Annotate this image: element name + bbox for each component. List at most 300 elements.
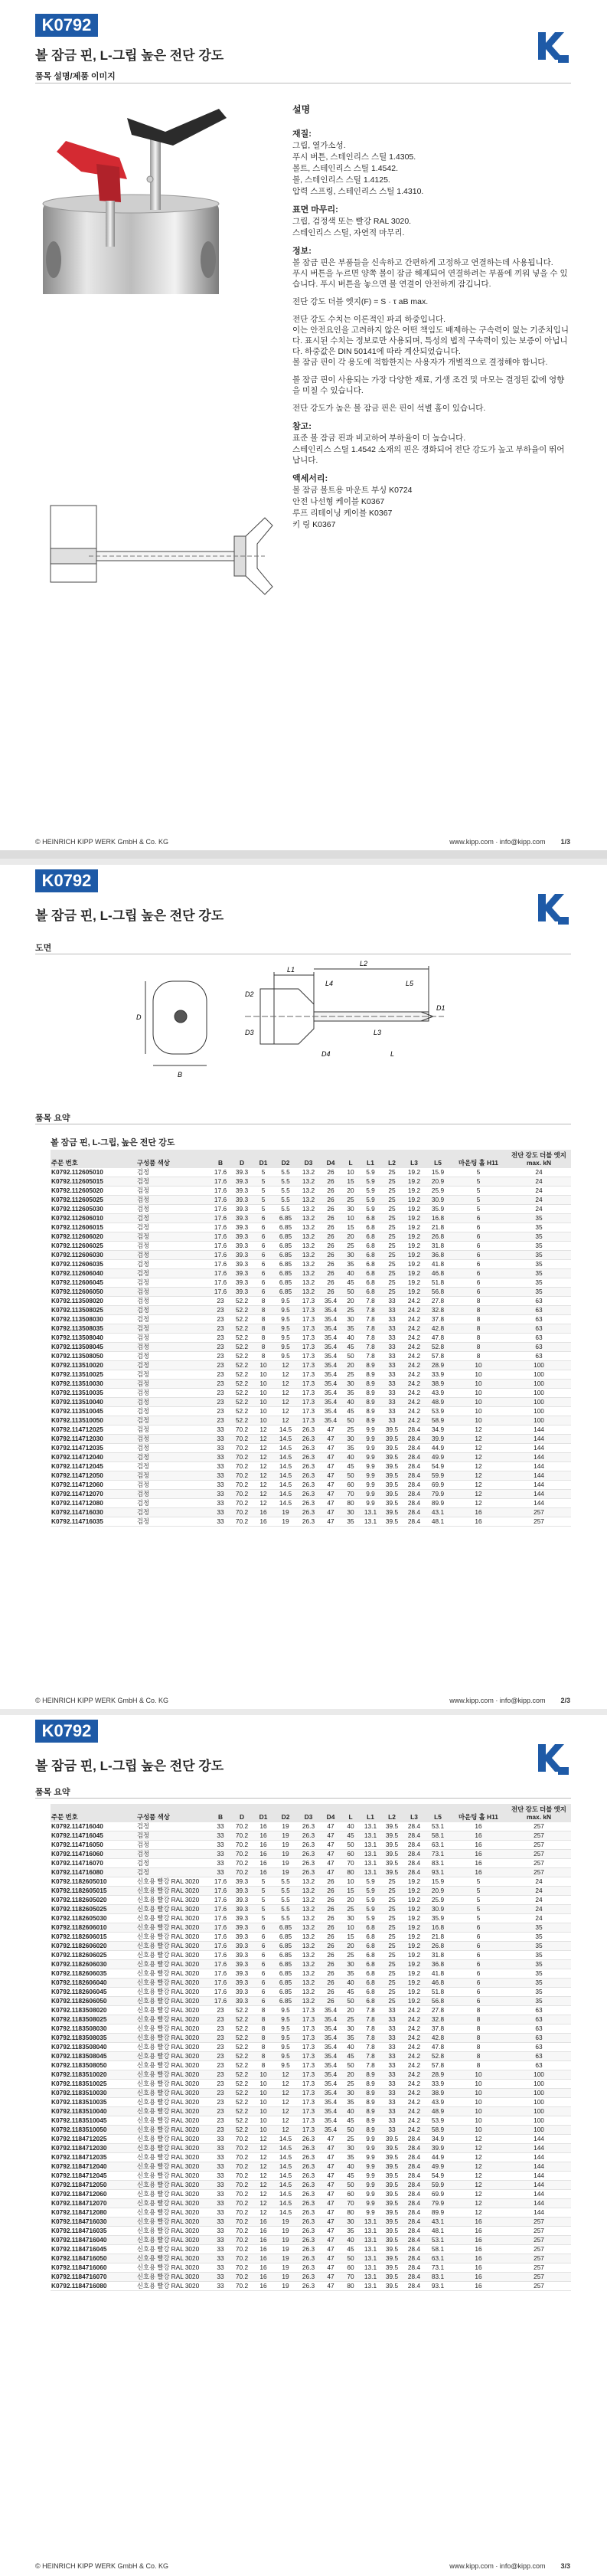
column-header: L2 bbox=[381, 1804, 403, 1822]
table-row bbox=[51, 2208, 571, 2218]
table-cell: 100 bbox=[507, 1380, 571, 1389]
table-cell: 8 bbox=[450, 2034, 507, 2043]
table-row bbox=[51, 1416, 571, 1425]
table-cell: 26 bbox=[320, 1214, 341, 1223]
footer-web[interactable]: www.kipp.com · info@kipp.com bbox=[449, 2562, 546, 2570]
page-number: 2/3 bbox=[560, 1697, 570, 1704]
table-cell: 26 bbox=[320, 1177, 341, 1187]
table-cell: 39.5 bbox=[381, 2199, 403, 2208]
table-cell: 51.8 bbox=[426, 1988, 450, 1997]
table-cell: 신호용 빨강 RAL 3020 bbox=[136, 2208, 210, 2218]
table-cell: 5.5 bbox=[274, 1177, 297, 1187]
table-cell: 70.2 bbox=[231, 2263, 253, 2273]
table-row bbox=[51, 1269, 571, 1278]
table-cell: 70.2 bbox=[231, 2236, 253, 2245]
material-heading: 재질: bbox=[292, 129, 312, 139]
table-cell: 257 bbox=[507, 2218, 571, 2227]
product-photo bbox=[35, 87, 280, 294]
table-cell: 5.9 bbox=[360, 1896, 381, 1905]
table-cell: 8 bbox=[253, 2034, 274, 2043]
column-header: D bbox=[231, 1804, 253, 1822]
table-cell: 50 bbox=[341, 1471, 360, 1481]
page-title: 볼 잠금 핀, L-그립 높은 전단 강도 bbox=[35, 48, 224, 63]
table-row bbox=[51, 2263, 571, 2273]
table-cell: 6.8 bbox=[360, 1988, 381, 1997]
table-cell: 70.2 bbox=[231, 2282, 253, 2291]
table-cell: 100 bbox=[507, 2089, 571, 2098]
table-cell: 54.9 bbox=[426, 1462, 450, 1471]
table-cell: 검정 bbox=[136, 1343, 210, 1352]
table-cell: 10 bbox=[450, 1416, 507, 1425]
table-cell: 10 bbox=[450, 2089, 507, 2098]
table-cell: 검정 bbox=[136, 1822, 210, 1831]
table-cell: 9.9 bbox=[360, 2144, 381, 2153]
table-cell: 33 bbox=[381, 2107, 403, 2116]
table-cell: 35 bbox=[507, 1251, 571, 1260]
table-row bbox=[51, 1177, 571, 1187]
order-number-cell: K0792.1184712030 bbox=[51, 2144, 136, 2153]
table-cell: 13.2 bbox=[297, 1896, 320, 1905]
table-cell: 17.6 bbox=[210, 1951, 231, 1960]
table-cell: 39.5 bbox=[381, 2263, 403, 2273]
table-cell: 40 bbox=[341, 1453, 360, 1462]
table-cell: 33 bbox=[381, 2006, 403, 2015]
table-cell: 12 bbox=[274, 2107, 297, 2116]
table-header bbox=[51, 1804, 571, 1822]
table-cell: 33 bbox=[381, 2080, 403, 2089]
table-cell: 8 bbox=[253, 2006, 274, 2015]
table-cell: 63 bbox=[507, 1324, 571, 1334]
table-cell: 45 bbox=[341, 1343, 360, 1352]
table-cell: 8 bbox=[450, 1352, 507, 1361]
table-cell: 35 bbox=[341, 2153, 360, 2162]
table-row bbox=[51, 1187, 571, 1196]
table-cell: 70.2 bbox=[231, 1841, 253, 1850]
table-cell: 100 bbox=[507, 2107, 571, 2116]
table-cell: 26.3 bbox=[297, 1435, 320, 1444]
table-cell: 63.1 bbox=[426, 2254, 450, 2263]
table-cell: 26.3 bbox=[297, 2208, 320, 2218]
table-cell: 10 bbox=[450, 1407, 507, 1416]
column-header: L3 bbox=[403, 1150, 426, 1168]
table-cell: 6.8 bbox=[360, 1242, 381, 1251]
table-cell: 10 bbox=[253, 1416, 274, 1425]
table-cell: 80 bbox=[341, 2208, 360, 2218]
table-cell: 63 bbox=[507, 1306, 571, 1315]
table-cell: 19 bbox=[274, 1841, 297, 1850]
table-cell: 6 bbox=[253, 1988, 274, 1997]
table-cell: 16 bbox=[450, 1868, 507, 1877]
table-cell: 신호용 빨강 RAL 3020 bbox=[136, 2070, 210, 2080]
table-cell: 35.4 bbox=[320, 2080, 341, 2089]
table-cell: 33 bbox=[381, 1306, 403, 1315]
table-cell: 13.2 bbox=[297, 1960, 320, 1969]
table-cell: 23 bbox=[210, 1352, 231, 1361]
table-cell: 39.3 bbox=[231, 1997, 253, 2006]
table-cell: 6 bbox=[253, 1933, 274, 1942]
table-cell: 35 bbox=[507, 1933, 571, 1942]
table-cell: 신호용 빨강 RAL 3020 bbox=[136, 2236, 210, 2245]
table-cell: 47 bbox=[320, 2172, 341, 2181]
table-cell: 8 bbox=[450, 2052, 507, 2061]
table-cell: 17.6 bbox=[210, 1177, 231, 1187]
table-cell: 신호용 빨강 RAL 3020 bbox=[136, 2034, 210, 2043]
summary-heading: 품목 요약 bbox=[35, 1114, 70, 1123]
table-cell: 17.6 bbox=[210, 1914, 231, 1923]
table-cell: 12 bbox=[253, 1425, 274, 1435]
table-cell: 신호용 빨강 RAL 3020 bbox=[136, 2116, 210, 2126]
table-cell: 17.6 bbox=[210, 1214, 231, 1223]
table-cell: 19.2 bbox=[403, 1177, 426, 1187]
table-cell: 33 bbox=[381, 2043, 403, 2052]
table-cell: 13.2 bbox=[297, 1969, 320, 1979]
table-cell: 69.9 bbox=[426, 2190, 450, 2199]
table-cell: 9.9 bbox=[360, 1453, 381, 1462]
table-cell: 24.2 bbox=[403, 2043, 426, 2052]
table-cell: 16.8 bbox=[426, 1923, 450, 1933]
table-cell: 47 bbox=[320, 2208, 341, 2218]
table-cell: 8 bbox=[253, 1306, 274, 1315]
table-cell: 17.6 bbox=[210, 1877, 231, 1887]
table-cell: 19 bbox=[274, 2254, 297, 2263]
table-cell: 144 bbox=[507, 2208, 571, 2218]
table-cell: 24.2 bbox=[403, 1361, 426, 1370]
table-cell: 13.2 bbox=[297, 1196, 320, 1205]
accessory-line: 안전 나선형 케이블 K0367 bbox=[292, 497, 385, 506]
table-cell: 23 bbox=[210, 1324, 231, 1334]
table-cell: 47 bbox=[320, 1499, 341, 1508]
table-cell: 40 bbox=[341, 2162, 360, 2172]
table-cell: 검정 bbox=[136, 1850, 210, 1859]
table-cell: 63 bbox=[507, 1297, 571, 1306]
table-cell: 144 bbox=[507, 2153, 571, 2162]
table-cell: 9.5 bbox=[274, 1343, 297, 1352]
table-cell: 28.4 bbox=[403, 2144, 426, 2153]
table-cell: 26 bbox=[320, 1187, 341, 1196]
table-cell: 13.2 bbox=[297, 1205, 320, 1214]
table-cell: 39.3 bbox=[231, 1877, 253, 1887]
table-cell: 39.5 bbox=[381, 1499, 403, 1508]
table-cell: 35 bbox=[341, 1324, 360, 1334]
table-cell: 신호용 빨강 RAL 3020 bbox=[136, 1988, 210, 1997]
table-cell: 26 bbox=[320, 1960, 341, 1969]
table-cell: 50 bbox=[341, 1997, 360, 2006]
table-cell: 23 bbox=[210, 2015, 231, 2024]
table-cell: 12 bbox=[450, 1425, 507, 1435]
table-cell: 47 bbox=[320, 2135, 341, 2144]
table-cell: 20.9 bbox=[426, 1177, 450, 1187]
table-cell: 26 bbox=[320, 1942, 341, 1951]
order-number-cell: K0792.1183510035 bbox=[51, 2098, 136, 2107]
table-cell: 47 bbox=[320, 1453, 341, 1462]
table-cell: 25 bbox=[381, 1168, 403, 1177]
table-cell: 39.3 bbox=[231, 1196, 253, 1205]
table-cell: 17.6 bbox=[210, 1887, 231, 1896]
table-cell: 26.3 bbox=[297, 1471, 320, 1481]
table-cell: 13.1 bbox=[360, 2227, 381, 2236]
table-cell: 50 bbox=[341, 1352, 360, 1361]
table-cell: 52.2 bbox=[231, 2061, 253, 2070]
table-cell: 검정 bbox=[136, 1260, 210, 1269]
table-cell: 24 bbox=[507, 1887, 571, 1896]
table-cell: 25 bbox=[381, 1288, 403, 1297]
table-cell: 13.1 bbox=[360, 1822, 381, 1831]
table-cell: 50 bbox=[341, 1841, 360, 1850]
table-cell: 40 bbox=[341, 1979, 360, 1988]
table-cell: 12 bbox=[253, 1499, 274, 1508]
table-cell: 16 bbox=[450, 2282, 507, 2291]
table-cell: 35.4 bbox=[320, 2052, 341, 2061]
table-row bbox=[51, 2126, 571, 2135]
material-line: 푸시 버튼, 스테인리스 스틸 1.4305. bbox=[292, 152, 416, 162]
table-cell: 24.2 bbox=[403, 2024, 426, 2034]
table-cell: 28.4 bbox=[403, 1444, 426, 1453]
table-cell: 14.5 bbox=[274, 2153, 297, 2162]
table-cell: 30 bbox=[341, 1914, 360, 1923]
table-cell: 5.9 bbox=[360, 1914, 381, 1923]
column-header: 전단 강도 더블 엣지 max. kN bbox=[507, 1150, 571, 1168]
order-number-cell: K0792.114712040 bbox=[51, 1453, 136, 1462]
footer-web[interactable]: www.kipp.com · info@kipp.com bbox=[449, 838, 546, 846]
material-line: 그립, 열가소성. bbox=[292, 141, 346, 150]
table-cell: 5.9 bbox=[360, 1196, 381, 1205]
table-cell: 89.9 bbox=[426, 2208, 450, 2218]
table-cell: 8.9 bbox=[360, 2116, 381, 2126]
table-cell: 8.9 bbox=[360, 2126, 381, 2135]
table-cell: 33 bbox=[381, 1361, 403, 1370]
table-cell: 16 bbox=[450, 1831, 507, 1841]
table-cell: 16 bbox=[253, 1508, 274, 1517]
table-cell: 24.2 bbox=[403, 2061, 426, 2070]
table-cell: 70 bbox=[341, 2273, 360, 2282]
table-row bbox=[51, 1444, 571, 1453]
table-cell: 7.8 bbox=[360, 2061, 381, 2070]
table-cell: 19 bbox=[274, 1868, 297, 1877]
table-cell: 59.9 bbox=[426, 2181, 450, 2190]
order-number-cell: K0792.112606020 bbox=[51, 1232, 136, 1242]
table-cell: 10 bbox=[450, 1361, 507, 1370]
table-cell: 13.1 bbox=[360, 2236, 381, 2245]
column-header: 구성품 색상 bbox=[136, 1150, 210, 1168]
order-number-cell: K0792.112606040 bbox=[51, 1269, 136, 1278]
table-cell: 14.5 bbox=[274, 1425, 297, 1435]
table-cell: 12 bbox=[274, 1361, 297, 1370]
order-number-cell: K0792.1182606020 bbox=[51, 1942, 136, 1951]
table-row bbox=[51, 2245, 571, 2254]
table-cell: 19.2 bbox=[403, 1205, 426, 1214]
table-cell: 52.2 bbox=[231, 1315, 253, 1324]
table-cell: 5.5 bbox=[274, 1905, 297, 1914]
table-cell: 39.5 bbox=[381, 1490, 403, 1499]
table-cell: 39.3 bbox=[231, 1905, 253, 1914]
table-cell: 6.8 bbox=[360, 1979, 381, 1988]
table-cell: 70.2 bbox=[231, 1444, 253, 1453]
table-cell: 47 bbox=[320, 1444, 341, 1453]
table-cell: 17.3 bbox=[297, 2089, 320, 2098]
table-cell: 26.3 bbox=[297, 1859, 320, 1868]
note-line: 표준 볼 잠금 핀과 비교하여 부하율이 더 높습니다. bbox=[292, 434, 466, 443]
table-cell: 신호용 빨강 RAL 3020 bbox=[136, 2245, 210, 2254]
table-cell: 신호용 빨강 RAL 3020 bbox=[136, 1951, 210, 1960]
table-cell: 33 bbox=[210, 2172, 231, 2181]
table-cell: 30 bbox=[341, 1380, 360, 1389]
table-cell: 9.5 bbox=[274, 2034, 297, 2043]
table-cell: 39.5 bbox=[381, 1453, 403, 1462]
table-cell: 28.4 bbox=[403, 2190, 426, 2199]
table-cell: 6 bbox=[253, 1260, 274, 1269]
table-cell: 12 bbox=[274, 2116, 297, 2126]
table-cell: 26.3 bbox=[297, 2172, 320, 2181]
table-cell: 24.2 bbox=[403, 2080, 426, 2089]
table-cell: 6 bbox=[253, 1969, 274, 1979]
table-cell: 신호용 빨강 RAL 3020 bbox=[136, 2107, 210, 2116]
order-number-cell: K0792.1182606050 bbox=[51, 1997, 136, 2006]
table-cell: 35.4 bbox=[320, 1324, 341, 1334]
table-cell: 14.5 bbox=[274, 2144, 297, 2153]
table-cell: 검정 bbox=[136, 1508, 210, 1517]
table-cell: 35.4 bbox=[320, 1315, 341, 1324]
table-cell: 39.5 bbox=[381, 2181, 403, 2190]
table-cell: 16 bbox=[253, 2282, 274, 2291]
table-cell: 39.5 bbox=[381, 1841, 403, 1850]
page-separator bbox=[0, 1709, 607, 1715]
table-cell: 35.4 bbox=[320, 1352, 341, 1361]
table-cell: 검정 bbox=[136, 1288, 210, 1297]
table-cell: 6.8 bbox=[360, 1232, 381, 1242]
table-cell: 24.2 bbox=[403, 1306, 426, 1315]
table-row bbox=[51, 1923, 571, 1933]
table-cell: 6 bbox=[450, 1260, 507, 1269]
table-cell: 25 bbox=[381, 1997, 403, 2006]
order-number-cell: K0792.1182605010 bbox=[51, 1877, 136, 1887]
table-row bbox=[51, 1214, 571, 1223]
table-cell: 5 bbox=[253, 1196, 274, 1205]
table-cell: 39.3 bbox=[231, 1896, 253, 1905]
table-cell: 35 bbox=[507, 1923, 571, 1933]
table-cell: 70.2 bbox=[231, 1490, 253, 1499]
table-cell: 8 bbox=[450, 2043, 507, 2052]
table-cell: 35.4 bbox=[320, 2043, 341, 2052]
table-cell: 8.9 bbox=[360, 2080, 381, 2089]
table-cell: 19.2 bbox=[403, 1951, 426, 1960]
table-cell: 43.9 bbox=[426, 2098, 450, 2107]
table-cell: 40 bbox=[341, 2236, 360, 2245]
table-cell: 17.6 bbox=[210, 1187, 231, 1196]
table-cell: 40 bbox=[341, 2107, 360, 2116]
table-cell: 8.9 bbox=[360, 1361, 381, 1370]
table-cell: 6.85 bbox=[274, 1923, 297, 1933]
table-cell: 257 bbox=[507, 2273, 571, 2282]
table-cell: 83.1 bbox=[426, 2273, 450, 2282]
table-cell: 26.3 bbox=[297, 2282, 320, 2291]
table-cell: 39.5 bbox=[381, 1517, 403, 1527]
table-cell: 21.8 bbox=[426, 1223, 450, 1232]
table-cell: 39.9 bbox=[426, 2144, 450, 2153]
order-number-cell: K0792.112605025 bbox=[51, 1196, 136, 1205]
order-number-cell: K0792.112606010 bbox=[51, 1214, 136, 1223]
table-row bbox=[51, 1352, 571, 1361]
table-cell: 13.1 bbox=[360, 2245, 381, 2254]
order-number-cell: K0792.1182606010 bbox=[51, 1923, 136, 1933]
table-cell: 6 bbox=[253, 1951, 274, 1960]
table-cell: 144 bbox=[507, 2199, 571, 2208]
table-cell: 26.3 bbox=[297, 2153, 320, 2162]
table-cell: 89.9 bbox=[426, 1499, 450, 1508]
table-cell: 28.4 bbox=[403, 1859, 426, 1868]
table-cell: 16 bbox=[253, 2245, 274, 2254]
table-cell: 28.4 bbox=[403, 1517, 426, 1527]
table-cell: 5.9 bbox=[360, 1168, 381, 1177]
table-cell: 26 bbox=[320, 1205, 341, 1214]
table-row bbox=[51, 2162, 571, 2172]
table-cell: 12 bbox=[274, 1370, 297, 1380]
table-cell: 27.8 bbox=[426, 2006, 450, 2015]
table-cell: 검정 bbox=[136, 1407, 210, 1416]
table-cell: 23 bbox=[210, 1407, 231, 1416]
table-cell: 39.5 bbox=[381, 2282, 403, 2291]
table-cell: 6 bbox=[450, 1214, 507, 1223]
table-cell: 16 bbox=[450, 1822, 507, 1831]
table-cell: 6.85 bbox=[274, 1979, 297, 1988]
table-cell: 47 bbox=[320, 2144, 341, 2153]
table-cell: 59.9 bbox=[426, 1471, 450, 1481]
table-cell: 53.9 bbox=[426, 2116, 450, 2126]
table-cell: 25 bbox=[381, 1979, 403, 1988]
table-cell: 17.6 bbox=[210, 1251, 231, 1260]
order-number-cell: K0792.113508045 bbox=[51, 1343, 136, 1352]
table-cell: 100 bbox=[507, 1389, 571, 1398]
table-cell: 14.5 bbox=[274, 1481, 297, 1490]
table-cell: 17.3 bbox=[297, 1416, 320, 1425]
table-cell: 100 bbox=[507, 1370, 571, 1380]
table-cell: 19.2 bbox=[403, 1260, 426, 1269]
table-cell: 26 bbox=[320, 1997, 341, 2006]
table-cell: 33 bbox=[210, 1453, 231, 1462]
table-cell: 26.3 bbox=[297, 1481, 320, 1490]
table-cell: 33 bbox=[381, 2034, 403, 2043]
column-header: D1 bbox=[253, 1150, 274, 1168]
table-cell: 26.3 bbox=[297, 1850, 320, 1859]
table-cell: 39.3 bbox=[231, 1288, 253, 1297]
footer-web[interactable]: www.kipp.com · info@kipp.com bbox=[449, 1697, 546, 1704]
table-cell: 14.5 bbox=[274, 2172, 297, 2181]
table-cell: 70.2 bbox=[231, 2144, 253, 2153]
table-cell: 24.2 bbox=[403, 1324, 426, 1334]
table-cell: 17.6 bbox=[210, 1168, 231, 1177]
table-cell: 5 bbox=[450, 1914, 507, 1923]
table-cell: 13.2 bbox=[297, 1951, 320, 1960]
table-cell: 63 bbox=[507, 2024, 571, 2034]
table-cell: 5 bbox=[450, 1905, 507, 1914]
table-cell: 24.2 bbox=[403, 1416, 426, 1425]
table-cell: 70.2 bbox=[231, 1435, 253, 1444]
order-number-cell: K0792.1183510020 bbox=[51, 2070, 136, 2080]
footer-copyright: © HEINRICH KIPP WERK GmbH & Co. KG bbox=[35, 1697, 168, 1704]
table-cell: 33 bbox=[210, 2144, 231, 2153]
order-number-cell: K0792.113510050 bbox=[51, 1416, 136, 1425]
table-cell: 검정 bbox=[136, 1352, 210, 1361]
table-cell: 35.4 bbox=[320, 2116, 341, 2126]
table-row bbox=[51, 1822, 571, 1831]
table-cell: 25 bbox=[381, 1942, 403, 1951]
table-cell: 6 bbox=[253, 1278, 274, 1288]
column-header: L3 bbox=[403, 1804, 426, 1822]
column-header: B bbox=[210, 1804, 231, 1822]
table-cell: 13.1 bbox=[360, 1859, 381, 1868]
table-cell: 17.6 bbox=[210, 1933, 231, 1942]
table-cell: 17.6 bbox=[210, 1223, 231, 1232]
table-cell: 5 bbox=[253, 1177, 274, 1187]
